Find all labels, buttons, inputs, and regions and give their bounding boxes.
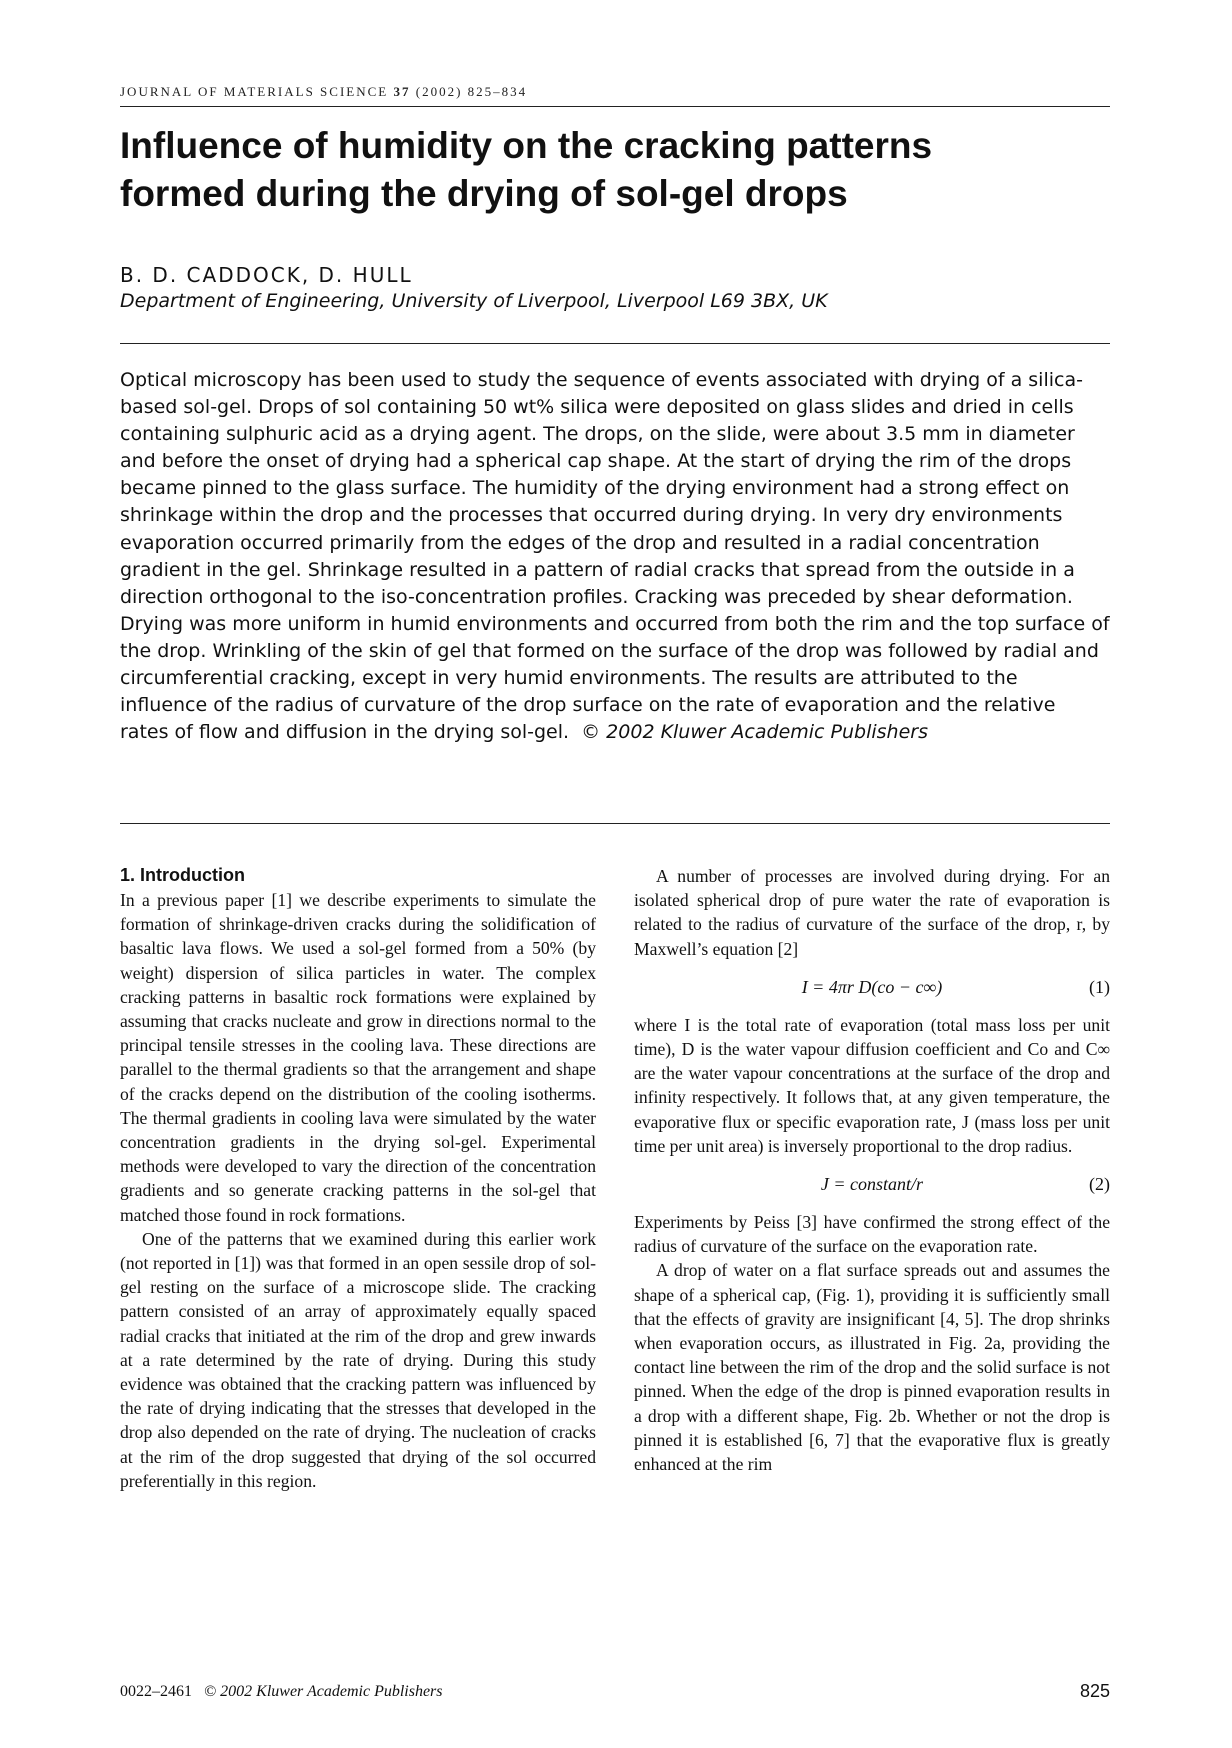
affiliation: Department of Engineering, University of Liverpool, Liverpool L69 3BX, UK xyxy=(120,290,828,312)
paper-title-line-1: Influence of humidity on the cracking patterns xyxy=(120,125,933,166)
paragraph: A number of processes are involved during drying. For an isolated spherical drop of pure water the rate of evaporation is related to the radius of curvature of the surface of the drop, r, by Maxwell’s equation [2] xyxy=(634,866,1110,959)
equation-1 xyxy=(634,975,1110,999)
equation-2-body: J = constant/r xyxy=(820,1174,924,1195)
paragraph: Experiments by Peiss [3] have confirmed the strong effect of the radius of curvature of the surface on the evaporation rate. xyxy=(634,1212,1110,1257)
paragraph: One of the patterns that we examined during this earlier work (not reported in [1]) was that formed in an open sessile drop of sol-gel resting on the surface of a microscope slide. The cracking pattern consisted of an array of approximately equally spaced radial cracks that initiated at the rim of the drop and grew inwards at a rate determined by the rate of drying. During this study evidence was obtained that the cracking pattern was influenced by the rate of drying indicating that the stresses that developed in the drop also depended on the rate of drying. The nucleation of cracks at the rim of the drop suggested that drying of the sol occurred preferentially in this region. xyxy=(120,1228,596,1491)
paper-title-line-2: formed during the drying of sol-gel drops xyxy=(120,173,848,214)
left-column xyxy=(120,864,596,1493)
right-column xyxy=(634,864,1110,1476)
journal-name: JOURNAL OF MATERIALS SCIENCE xyxy=(120,84,389,99)
divider-top xyxy=(120,343,1110,344)
paragraph: A drop of water on a flat surface spreads out and assumes the shape of a spherical cap, (Fig. 1), providing it is sufficiently small that the effects of gravity are insignificant [4, 5]. The drop shrinks when evaporation occurs, as illustrated in Fig. 2a, providing the contact line between the rim of the drop and the solid surface is not pinned. When the edge of the drop is pinned evaporation results in a drop with a different shape, Fig. 2b. Whether or not the drop is pinned it is established [6, 7] that the evaporative flux is greatly enhanced at the rim xyxy=(634,1260,1110,1475)
equation-1-body: I = 4πr D(co − c∞) xyxy=(801,976,943,997)
footer xyxy=(120,1683,443,1701)
paragraph: In a previous paper [1] we describe experiments to simulate the formation of shrinkage-driven cracks during the solidification of basaltic lava flows. We used a sol-gel formed from a 50% (by weight) dispersion of silica particles in water. The complex cracking patterns in basaltic rock formations were explained by assuming that cracks nucleate and grow in directions normal to the principal tensile stresses in the cooling lava. These directions are parallel to the thermal gradients so that the arrangement and shape of the cracks depend on the distribution of the cooling isotherms. The thermal gradients in cooling lava were simulated by the water concentration gradients in the drying sol-gel. Experimental methods were developed to vary the direction of the concentration gradients and so generate cracking patterns in the sol-gel that matched those found in rock formations. xyxy=(120,890,596,1225)
page-number: 825 xyxy=(1079,1681,1110,1701)
footer-copyright: © 2002 Kluwer Academic Publishers xyxy=(204,1683,443,1700)
equation-2-number: (2) xyxy=(1089,1174,1110,1195)
paper-page xyxy=(120,0,1110,1748)
equation-2 xyxy=(634,1172,1110,1196)
divider-bottom xyxy=(120,823,1110,824)
journal-year-pages: (2002) 825–834 xyxy=(415,84,528,99)
section-heading: 1. Introduction xyxy=(120,865,245,885)
journal-header xyxy=(120,84,1110,107)
authors: B. D. CADDOCK, D. HULL xyxy=(120,263,413,287)
paper-title xyxy=(120,122,1110,218)
abstract-text: Optical microscopy has been used to study the sequence of events associated with drying of a silica-based sol-gel. Drops of sol containing 50 wt% silica were deposited on glass slides and dried in cells containing sulphuric acid as a drying agent. The drops, on the slide, were about 3.5 mm in diameter and before the onset of drying had a spherical cap shape. At the start of drying the rim of the drops became pinned to the glass surface. The humidity of the drying environment had a strong effect on shrinkage within the drop and the processes that occurred during drying. In very dry environments evaporation occurred primarily from the edges of the drop and resulted in a radial concentration gradient in the gel. Shrinkage resulted in a pattern of radial cracks that spread from the outside in a direction orthogonal to the iso-concentration profiles. Cracking was preceded by shear deformation. Drying was more uniform in humid environments and occurred from both the rim and the top surface of the drop. Wrinkling of the skin of gel that formed on the surface of the drop was followed by radial and circumferential cracking, except in very humid environments. The results are attributed to the influence of the radius of curvature of the drop surface on the rate of evaporation and the relative rates of flow and diffusion in the drying sol-gel. xyxy=(120,369,1110,744)
journal-volume: 37 xyxy=(393,84,411,99)
abstract-copyright: © 2002 Kluwer Academic Publishers xyxy=(581,721,929,744)
footer-issn: 0022–2461 xyxy=(120,1683,192,1700)
abstract xyxy=(120,367,1110,746)
paragraph: where I is the total rate of evaporation (total mass loss per unit time), D is the water vapour diffusion coefficient and Co and C∞ are the water vapour concentrations at the surface of the drop and infinity respectively. It follows that, at any given temperature, the evaporative flux or specific evaporation rate, J (mass loss per unit time per unit area) is inversely proportional to the drop radius. xyxy=(634,1014,1110,1156)
equation-1-number: (1) xyxy=(1089,976,1110,997)
